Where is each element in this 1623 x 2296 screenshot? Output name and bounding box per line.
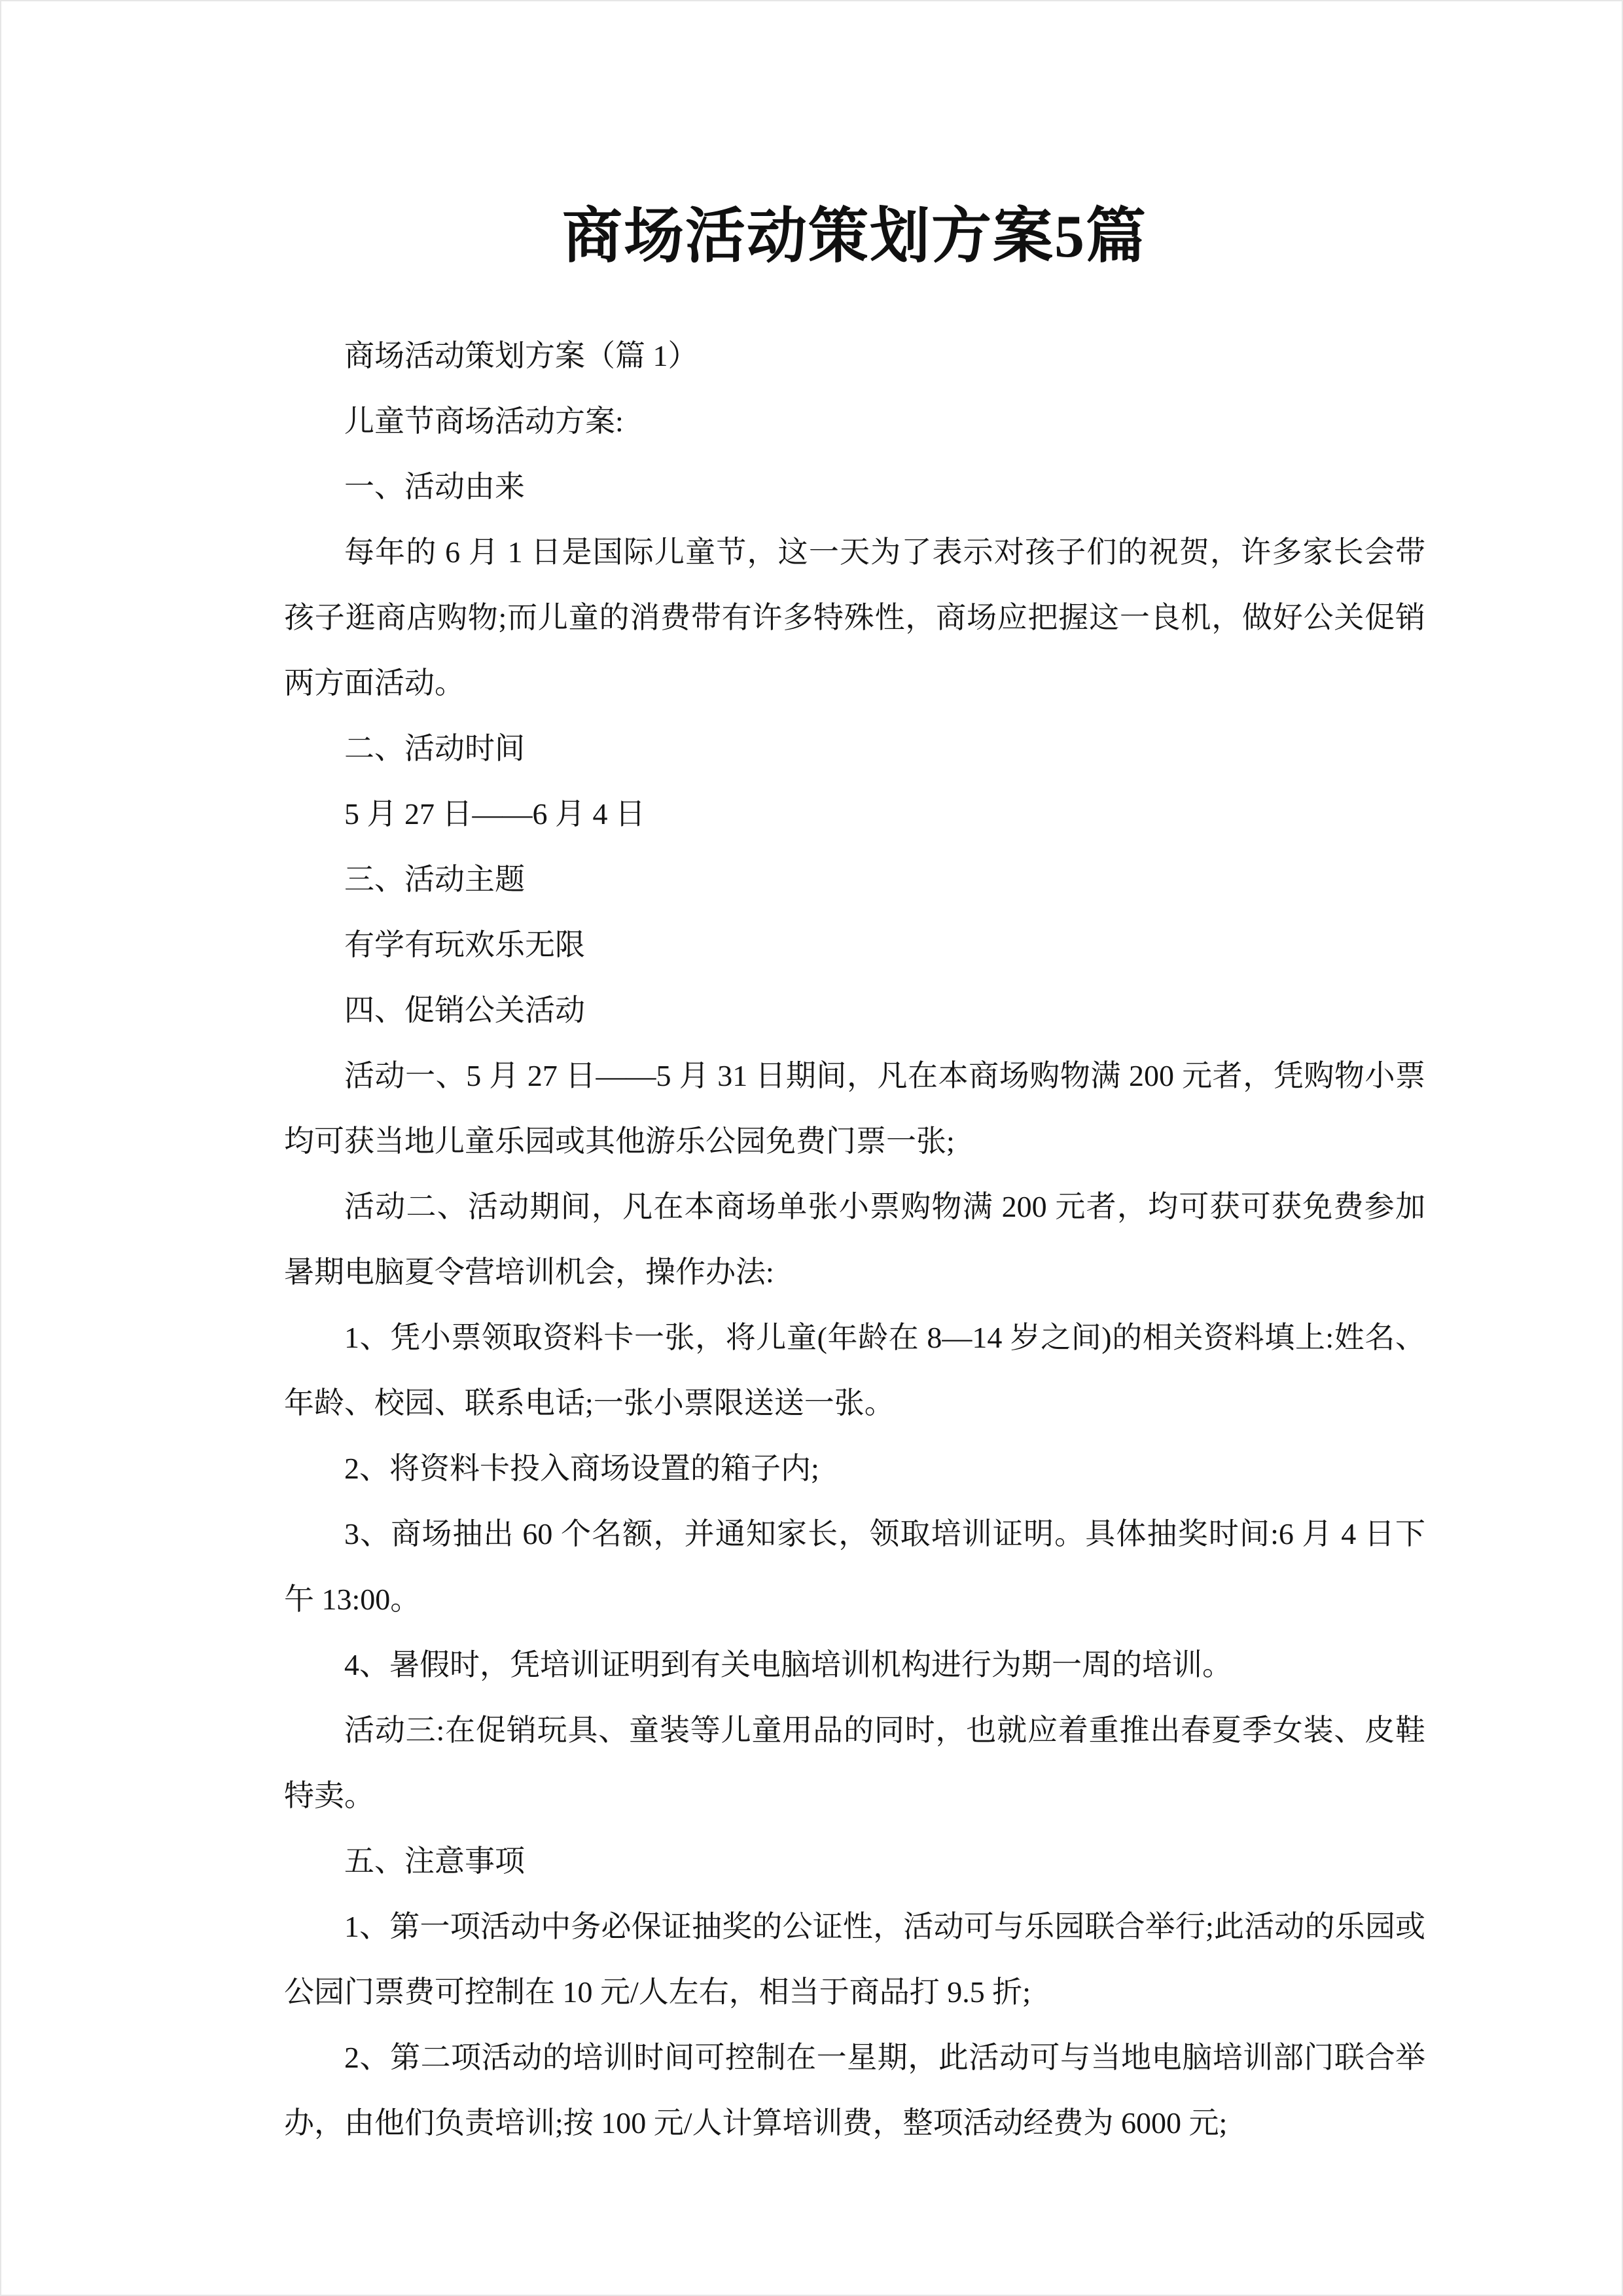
paragraph-list-item: 2、第二项活动的培训时间可控制在一星期，此活动可与当地电脑培训部门联合举办，由他们负责培训;按 100 元/人计算培训费，整项活动经费为 6000 元; [284,2040,1425,2140]
paragraph-body: 有学有玩欢乐无限 [344,927,585,961]
paragraph-subtitle: 商场活动策划方案（篇 1） [344,338,698,372]
paragraph-heading-1: 一、活动由来 [344,469,525,503]
paragraph-list-item: 4、暑假时，凭培训证明到有关电脑培训机构进行为期一周的培训。 [344,1647,1232,1681]
paragraph-heading-4: 四、促销公关活动 [344,993,585,1027]
paragraph-heading-2: 二、活动时间 [344,731,525,765]
paragraph-heading-5: 五、注意事项 [344,1844,525,1878]
paragraph-body: 活动三:在促销玩具、童装等儿童用品的同时，也就应着重推出春夏季女装、皮鞋特卖。 [284,1713,1425,1812]
paragraph-list-item: 3、商场抽出 60 个名额，并通知家长，领取培训证明。具体抽奖时间:6 月 4 日下午 13:00。 [284,1516,1425,1616]
paragraph-body: 活动二、活动期间，凡在本商场单张小票购物满 200 元者，均可获可获免费参加暑期电脑夏令营培训机会，操作办法: [284,1189,1425,1289]
document-title: 商场活动策划方案5篇 [562,203,1147,270]
paragraph-body: 活动一、5 月 27 日——5 月 31 日期间，凡在本商场购物满 200 元者，凭购物小票均可获当地儿童乐园或其他游乐公园免费门票一张; [284,1058,1426,1158]
paragraph-heading-3: 三、活动主题 [344,862,525,896]
paragraph-list-item: 1、凭小票领取资料卡一张，将儿童(年龄在 8—14 岁之间)的相关资料填上:姓名、年龄、校园、联系电话;一张小票限送送一张。 [284,1320,1425,1420]
paragraph-list-item: 2、将资料卡投入商场设置的箱子内; [344,1451,819,1485]
paragraph-body: 每年的 6 月 1 日是国际儿童节，这一天为了表示对孩子们的祝贺，许多家长会带孩子逛商店购物;而儿童的消费带有许多特殊性，商场应把握这一良机，做好公关促销两方面活动。 [284,535,1425,700]
paragraph-body: 5 月 27 日——6 月 4 日 [344,797,645,831]
paragraph-intro: 儿童节商场活动方案: [344,404,624,438]
paragraph-list-item: 1、第一项活动中务必保证抽奖的公证性，活动可与乐园联合举行;此活动的乐园或公园门票费可控制在 10 元/人左右，相当于商品打 9.5 折; [284,1909,1425,2009]
